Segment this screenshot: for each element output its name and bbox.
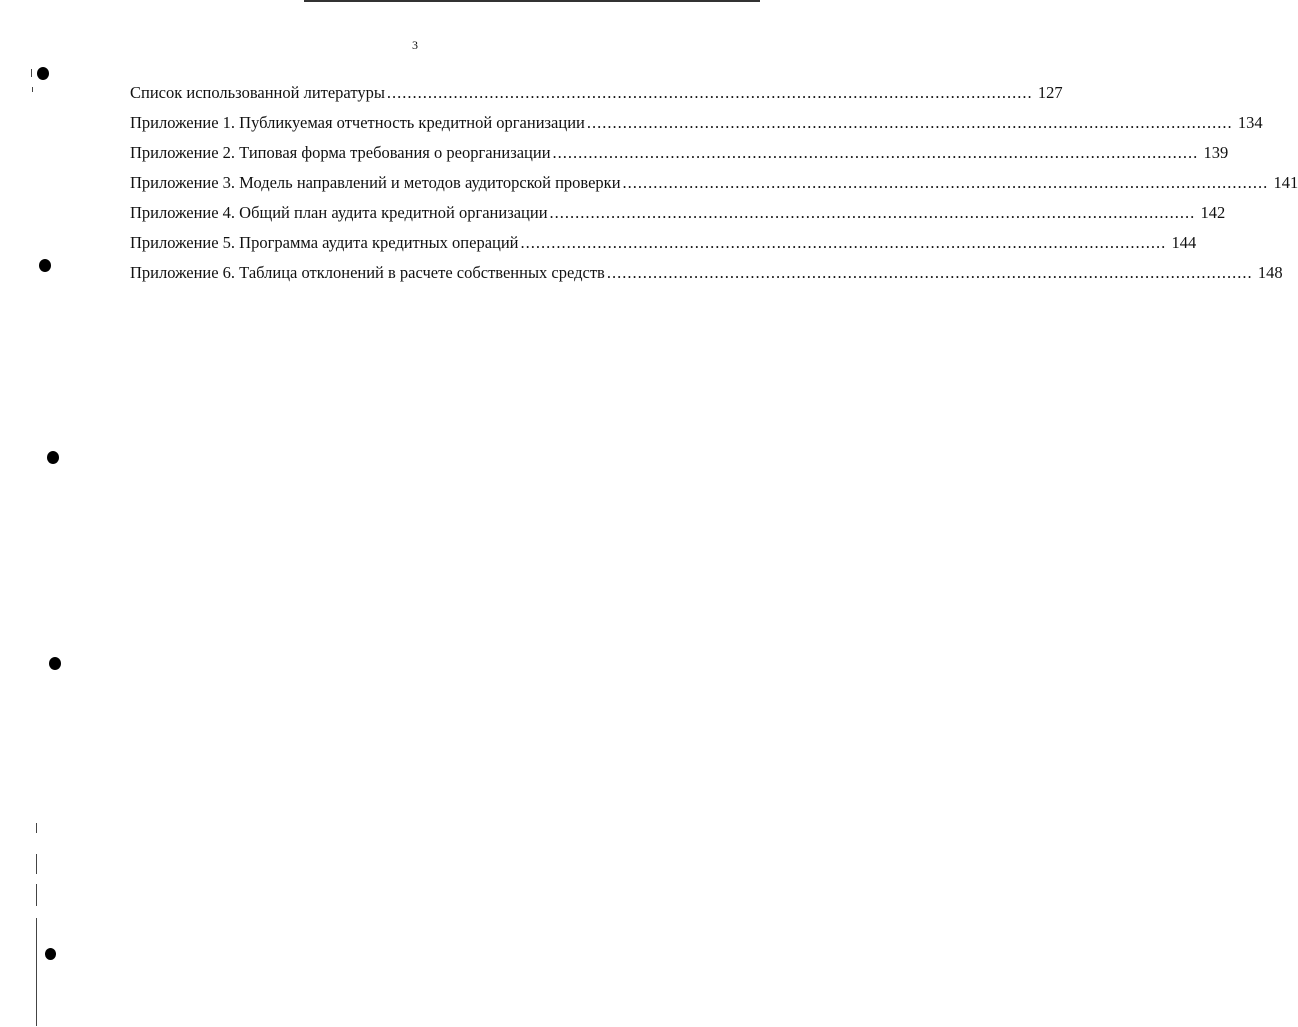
toc-entry-title: Приложение 2. Типовая форма требования о реорганизации [130,143,551,162]
toc-entry-appendix-1 [130,113,1263,143]
toc-entry-title: Приложение 4. Общий план аудита кредитной организации [130,203,548,222]
page-number: 3 [412,38,418,52]
margin-scan-mark [36,823,37,833]
top-rule [304,0,760,2]
toc-dot-leader [607,263,1253,283]
toc-entry-appendix-3 [130,173,1298,203]
table-of-contents [130,83,1298,293]
toc-dot-leader [623,173,1269,193]
toc-entry-page: 134 [1237,113,1263,132]
margin-scan-mark [36,854,37,874]
toc-entry-page: 144 [1171,233,1197,252]
toc-dot-leader [550,203,1196,223]
toc-dot-leader [587,113,1233,133]
toc-entry-appendix-6 [130,263,1283,293]
toc-entry-title: Приложение 1. Публикуемая отчетность кредитной организации [130,113,585,132]
margin-scan-mark [32,87,33,92]
punch-hole-mark [47,451,59,464]
punch-hole-mark [45,948,56,960]
margin-scan-mark [36,918,37,1026]
toc-entry-title: Список использованной литературы [130,83,385,102]
margin-scan-mark [36,884,37,906]
toc-entry-page: 141 [1273,173,1298,192]
toc-entry-page: 127 [1037,83,1063,102]
punch-hole-mark [37,67,49,80]
toc-entry-literature [130,83,1063,113]
toc-entry-page: 148 [1257,263,1283,282]
punch-hole-mark [49,657,61,670]
toc-entry-title: Приложение 3. Модель направлений и методов аудиторской проверки [130,173,621,192]
margin-scan-mark [31,69,32,77]
toc-dot-leader [521,233,1167,253]
toc-entry-appendix-5 [130,233,1197,263]
toc-entry-appendix-4 [130,203,1226,233]
toc-entry-title: Приложение 5. Программа аудита кредитных операций [130,233,519,252]
toc-entry-appendix-2 [130,143,1229,173]
toc-entry-page: 142 [1200,203,1226,222]
toc-dot-leader [387,83,1033,103]
punch-hole-mark [39,259,51,272]
toc-entry-page: 139 [1203,143,1229,162]
toc-dot-leader [553,143,1199,163]
toc-entry-title: Приложение 6. Таблица отклонений в расчете собственных средств [130,263,605,282]
